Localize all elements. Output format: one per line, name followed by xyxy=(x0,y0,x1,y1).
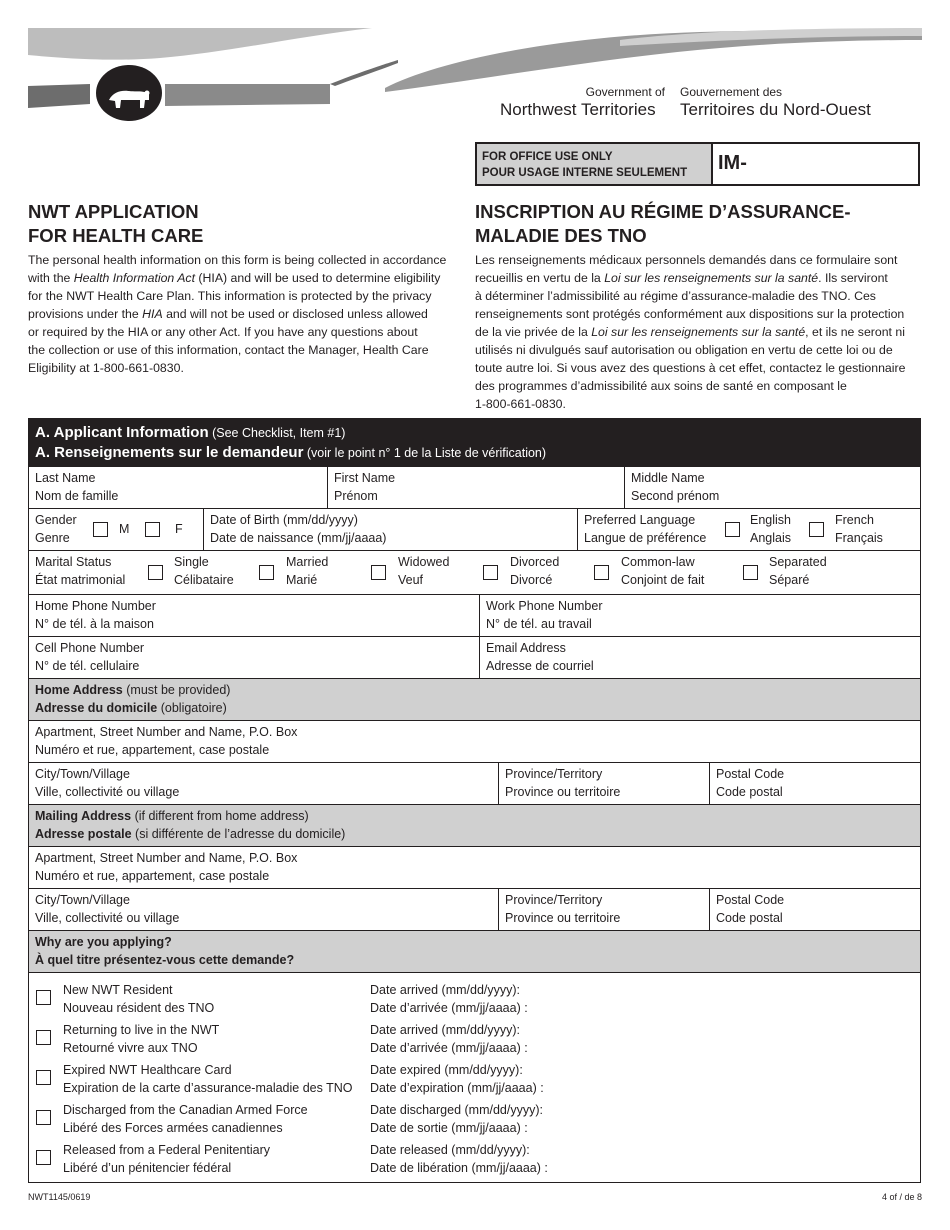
title-fr-line2: MALADIE DES TNO xyxy=(475,225,647,246)
gender-label-fr: Genre xyxy=(35,530,70,545)
option-label-en: Expired NWT Healthcare Card xyxy=(63,1063,232,1077)
title-en-line1: NWT APPLICATION xyxy=(28,201,199,222)
marital-option-en: Single xyxy=(174,555,209,569)
intro-en-line: The personal health information on this form is being collected in accordance xyxy=(28,253,447,267)
mailing-city-row xyxy=(29,889,920,931)
middle-name-field[interactable] xyxy=(624,467,920,508)
office-use-label xyxy=(477,144,713,184)
option-date-en: Date released (mm/dd/yyyy): xyxy=(370,1143,530,1157)
discharged-date-field[interactable] xyxy=(370,1102,543,1137)
section-a-note-fr: (voir le point n° 1 de la Liste de vérification) xyxy=(303,446,547,460)
section-a-title-en: A. Applicant Information xyxy=(35,424,209,441)
home-province-label-en: Province/Territory xyxy=(505,767,603,781)
marital-status-row xyxy=(29,551,920,595)
intro-italic: Loi sur les renseignements sur la santé xyxy=(604,271,819,285)
gov-fr-small: Gouvernement des xyxy=(680,85,783,99)
title-en-line2: FOR HEALTH CARE xyxy=(28,225,204,246)
section-a-header xyxy=(29,419,920,467)
intro-fr-line: renseignements sont protégés conformément aux dispositions sur la protection xyxy=(475,307,905,321)
intro-en-line xyxy=(28,305,463,323)
released-checkbox[interactable] xyxy=(36,1150,51,1165)
language-label-en: Preferred Language xyxy=(584,513,696,527)
intro-en-line: the collection or use of this information, contact the Manager, Health Care xyxy=(28,343,429,357)
home-address-title-en xyxy=(35,682,920,700)
intro-fr-line: utilisés ni divulgués sauf autorisation ou obligation en vertu de cette loi ou de xyxy=(475,343,893,357)
section-a-title-fr: A. Renseignements sur le demandeur xyxy=(35,444,304,461)
home-address-heading-en: Home Address xyxy=(35,683,123,697)
cell-phone-label-en: Cell Phone Number xyxy=(35,641,145,655)
intro-fr-line: des programmes d’admissibilité aux soins de santé en composant le xyxy=(475,379,847,393)
gender-label-en: Gender xyxy=(35,513,77,527)
marital-widowed-checkbox[interactable] xyxy=(371,565,386,580)
new-resident-label xyxy=(63,982,214,1017)
work-phone-field[interactable] xyxy=(479,595,920,636)
home-city-field[interactable] xyxy=(29,763,498,804)
home-city-label-fr: Ville, collectivité ou village xyxy=(35,784,180,799)
why-title-fr: À quel titre présentez-vous cette demande? xyxy=(35,952,295,967)
option-label-fr: Retourné vivre aux TNO xyxy=(63,1040,198,1055)
home-postal-label-en: Postal Code xyxy=(716,767,785,781)
intro-italic: Health Information Act xyxy=(73,271,196,285)
gender-f-label: F xyxy=(175,522,183,536)
dob-label-fr: Date de naissance (mm/jj/aaaa) xyxy=(210,530,387,545)
option-date-en: Date arrived (mm/dd/yyyy): xyxy=(370,983,521,997)
home-street-label-fr: Numéro et rue, appartement, case postale xyxy=(35,742,270,757)
gov-nwt-fr xyxy=(680,85,871,119)
french-label xyxy=(835,512,883,547)
page-title-fr xyxy=(475,200,851,248)
returning-checkbox[interactable] xyxy=(36,1030,51,1045)
mailing-province-label-en: Province/Territory xyxy=(505,893,603,907)
home-postal-label-fr: Code postal xyxy=(716,784,783,799)
privacy-notice-en xyxy=(28,251,463,377)
work-phone-label-en: Work Phone Number xyxy=(486,599,603,613)
phone-row-1 xyxy=(29,595,920,637)
home-city-row xyxy=(29,763,920,805)
last-name-label-fr: Nom de famille xyxy=(35,488,119,503)
marital-label-en: Marital Status xyxy=(35,555,112,569)
marital-label-fr: État matrimonial xyxy=(35,572,126,587)
option-date-fr: Date d’expiration (mm/jj/aaaa) : xyxy=(370,1080,544,1095)
first-name-label-en: First Name xyxy=(334,471,396,485)
email-label-fr: Adresse de courriel xyxy=(486,658,594,673)
intro-en-line: for the NWT Health Care Plan. This information is protected by the privacy xyxy=(28,289,432,303)
mailing-street-label-fr: Numéro et rue, appartement, case postale xyxy=(35,868,270,883)
discharged-checkbox[interactable] xyxy=(36,1110,51,1125)
mailing-street-row xyxy=(29,847,920,889)
home-province-label-fr: Province ou territoire xyxy=(505,784,621,799)
english-label-en: English xyxy=(750,513,791,527)
released-date-field[interactable] xyxy=(370,1142,548,1177)
application-form xyxy=(28,418,921,1183)
mailing-address-title-en xyxy=(35,808,920,826)
why-applying-options xyxy=(29,973,920,1182)
last-name-field[interactable] xyxy=(29,467,327,508)
intro-fr-line: Les renseignements médicaux personnels demandés dans ce formulaire sont xyxy=(475,253,898,267)
intro-text: and will not be used or disclosed unless allowed xyxy=(162,307,428,321)
expired-card-label xyxy=(63,1062,353,1097)
office-use-fr: POUR USAGE INTERNE SEULEMENT xyxy=(482,167,688,179)
marital-single-label xyxy=(174,554,234,589)
home-address-note-en: (must be provided) xyxy=(122,683,231,697)
intro-text: provisions under the xyxy=(28,307,143,321)
option-date-en: Date discharged (mm/dd/yyyy): xyxy=(370,1103,543,1117)
mailing-city-label-en: City/Town/Village xyxy=(35,893,130,907)
french-label-en: French xyxy=(835,513,874,527)
office-use-en: FOR OFFICE USE ONLY xyxy=(482,151,613,163)
middle-name-label-en: Middle Name xyxy=(631,471,705,485)
phone-row-2 xyxy=(29,637,920,679)
home-address-heading-fr: Adresse du domicile xyxy=(35,700,158,715)
mailing-address-header xyxy=(29,805,920,847)
home-street-field[interactable] xyxy=(29,721,920,762)
expired-card-checkbox[interactable] xyxy=(36,1070,51,1085)
first-name-field[interactable] xyxy=(327,467,624,508)
gov-en-small: Government of xyxy=(585,85,665,99)
marital-single-checkbox[interactable] xyxy=(148,565,163,580)
gender-group xyxy=(29,509,203,550)
first-name-label-fr: Prénom xyxy=(334,488,378,503)
gender-f-checkbox[interactable] xyxy=(145,522,160,537)
mailing-address-note-en: (if different from home address) xyxy=(131,809,309,823)
gov-en-big: Northwest Territories xyxy=(500,100,656,119)
option-label-en: Returning to live in the NWT xyxy=(63,1023,220,1037)
intro-text: (HIA) and will be used to determine eligibility xyxy=(195,271,441,285)
marital-widowed-label xyxy=(398,554,449,589)
section-a-en xyxy=(35,423,546,443)
home-city-label-en: City/Town/Village xyxy=(35,767,130,781)
section-a-note-en: (See Checklist, Item #1) xyxy=(208,426,346,440)
home-province-field[interactable] xyxy=(498,763,709,804)
option-label-fr: Nouveau résident des TNO xyxy=(63,1000,215,1015)
cell-phone-field[interactable] xyxy=(29,637,479,678)
cell-phone-label-fr: N° de tél. cellulaire xyxy=(35,658,140,673)
marital-option-fr: Marié xyxy=(286,572,318,587)
mailing-province-field[interactable] xyxy=(498,889,709,930)
mailing-postal-label-en: Postal Code xyxy=(716,893,785,907)
option-label-fr: Expiration de la carte d’assurance-maladie des TNO xyxy=(63,1080,353,1095)
marital-divorced-label xyxy=(510,554,559,589)
home-address-header xyxy=(29,679,920,721)
option-date-fr: Date d’arrivée (mm/jj/aaaa) : xyxy=(370,1000,528,1015)
marital-option-en: Married xyxy=(286,555,329,569)
option-date-en: Date arrived (mm/dd/yyyy): xyxy=(370,1023,521,1037)
option-label-en: Discharged from the Canadian Armed Force xyxy=(63,1103,308,1117)
intro-fr-line: à déterminer l’admissibilité au régime d’assurance-maladie des TNO. Ces xyxy=(475,289,876,303)
mailing-city-label-fr: Ville, collectivité ou village xyxy=(35,910,180,925)
mailing-province-label-fr: Province ou territoire xyxy=(505,910,621,925)
name-row xyxy=(29,467,920,509)
returning-label xyxy=(63,1022,219,1057)
email-label-en: Email Address xyxy=(486,641,566,655)
mailing-address-title xyxy=(29,805,920,846)
home-phone-field[interactable] xyxy=(29,595,479,636)
mailing-address-title-fr xyxy=(35,826,920,844)
email-field[interactable] xyxy=(479,637,920,678)
intro-text: with the xyxy=(28,271,74,285)
option-date-fr: Date de sortie (mm/jj/aaaa) : xyxy=(370,1120,528,1135)
marital-common-law-checkbox[interactable] xyxy=(594,565,609,580)
mailing-street-label-en: Apartment, Street Number and Name, P.O. Box xyxy=(35,851,298,865)
work-phone-label-fr: N° de tél. au travail xyxy=(486,616,592,631)
mailing-address-heading-fr: Adresse postale xyxy=(35,826,132,841)
released-label xyxy=(63,1142,270,1177)
section-a-fr xyxy=(35,443,546,463)
option-date-en: Date expired (mm/dd/yyyy): xyxy=(370,1063,523,1077)
mailing-postal-label-fr: Code postal xyxy=(716,910,783,925)
marital-married-label xyxy=(286,554,328,589)
form-code: NWT1145/0619 xyxy=(28,1192,91,1202)
title-fr-line1: INSCRIPTION AU RÉGIME D’ASSURANCE- xyxy=(475,201,851,222)
marital-status-group xyxy=(29,551,920,594)
nwt-bear-logo xyxy=(95,64,163,122)
marital-option-en: Widowed xyxy=(398,555,450,569)
page-title-en xyxy=(28,200,203,248)
intro-fr-line xyxy=(475,323,925,341)
language-group xyxy=(577,509,920,550)
intro-en-line xyxy=(28,269,463,287)
mailing-address-note-fr: (si différente de l’adresse du domicile) xyxy=(131,826,346,841)
option-date-fr: Date d’arrivée (mm/jj/aaaa) : xyxy=(370,1040,528,1055)
dob-label-en: Date of Birth (mm/dd/yyyy) xyxy=(210,513,358,527)
marital-separated-label xyxy=(769,554,827,589)
marital-common-law-label xyxy=(621,554,704,589)
marital-option-fr: Conjoint de fait xyxy=(621,572,705,587)
expired-card-date-field[interactable] xyxy=(370,1062,544,1097)
intro-italic: HIA xyxy=(142,307,163,321)
gender-dob-language-row xyxy=(29,509,920,551)
why-applying-title xyxy=(29,931,920,972)
mailing-street-field[interactable] xyxy=(29,847,920,888)
english-label-fr: Anglais xyxy=(750,530,791,545)
page-number: 4 of / de 8 xyxy=(881,1192,922,1202)
french-label-fr: Français xyxy=(835,530,883,545)
mailing-postal-field[interactable] xyxy=(709,889,920,930)
office-use-box xyxy=(475,142,920,186)
intro-text: , et ils ne seront ni xyxy=(805,325,905,339)
marital-option-en: Separated xyxy=(769,555,827,569)
new-resident-checkbox[interactable] xyxy=(36,990,51,1005)
english-label xyxy=(750,512,791,547)
intro-fr-line: toute autre loi. Si vous avez des questions à cet effet, contactez le gestionnaire xyxy=(475,361,906,375)
option-label-en: Released from a Federal Penitentiary xyxy=(63,1143,271,1157)
privacy-notice-fr xyxy=(475,251,925,413)
marital-married-checkbox[interactable] xyxy=(259,565,274,580)
intro-en-line: or required by the HIA or any other Act. If you have any questions about xyxy=(28,325,418,339)
intro-italic: Loi sur les renseignements sur la santé xyxy=(591,325,806,339)
english-checkbox[interactable] xyxy=(725,522,740,537)
dob-field[interactable] xyxy=(203,509,577,550)
home-address-title-fr xyxy=(35,700,920,718)
option-label-en: New NWT Resident xyxy=(63,983,173,997)
marital-option-fr: Célibataire xyxy=(174,572,234,587)
last-name-label-en: Last Name xyxy=(35,471,96,485)
mailing-city-field[interactable] xyxy=(29,889,498,930)
intro-en-line: Eligibility at 1-800-661-0830. xyxy=(28,361,184,375)
returning-date-field[interactable] xyxy=(370,1022,528,1057)
marital-option-fr: Séparé xyxy=(769,572,810,587)
home-street-row xyxy=(29,721,920,763)
marital-option-fr: Divorcé xyxy=(510,572,553,587)
new-resident-date-field[interactable] xyxy=(370,982,528,1017)
home-street-label-en: Apartment, Street Number and Name, P.O. Box xyxy=(35,725,298,739)
marital-option-en: Common-law xyxy=(621,555,695,569)
option-label-fr: Libéré des Forces armées canadiennes xyxy=(63,1120,283,1135)
section-a-title xyxy=(29,419,546,466)
intro-fr-line xyxy=(475,269,925,287)
home-address-title xyxy=(29,679,920,720)
intro-text: recueillis en vertu de la xyxy=(475,271,605,285)
why-applying-header xyxy=(29,931,920,973)
language-label-fr: Langue de préférence xyxy=(584,530,707,545)
marital-divorced-checkbox[interactable] xyxy=(483,565,498,580)
intro-fr-line: 1-800-661-0830. xyxy=(475,397,566,411)
marital-option-fr: Veuf xyxy=(398,572,424,587)
home-address-note-fr: (obligatoire) xyxy=(157,700,227,715)
home-phone-label-en: Home Phone Number xyxy=(35,599,156,613)
french-checkbox[interactable] xyxy=(809,522,824,537)
gov-fr-big: Territoires du Nord-Ouest xyxy=(680,100,871,119)
gov-nwt-en xyxy=(500,85,665,119)
gender-m-checkbox[interactable] xyxy=(93,522,108,537)
office-use-value: IM- xyxy=(718,152,747,174)
intro-text: de la vie privée de la xyxy=(475,325,592,339)
mailing-address-heading-en: Mailing Address xyxy=(35,809,132,823)
marital-option-en: Divorced xyxy=(510,555,560,569)
option-date-fr: Date de libération (mm/jj/aaaa) : xyxy=(370,1160,548,1175)
discharged-label xyxy=(63,1102,308,1137)
home-phone-label-fr: N° de tél. à la maison xyxy=(35,616,154,631)
home-postal-field[interactable] xyxy=(709,763,920,804)
why-title-en: Why are you applying? xyxy=(35,935,172,949)
intro-text: . Ils serviront xyxy=(818,271,888,285)
marital-separated-checkbox[interactable] xyxy=(743,565,758,580)
option-label-fr: Libéré d’un pénitencier fédéral xyxy=(63,1160,232,1175)
gender-m-label: M xyxy=(119,522,130,536)
middle-name-label-fr: Second prénom xyxy=(631,488,720,503)
